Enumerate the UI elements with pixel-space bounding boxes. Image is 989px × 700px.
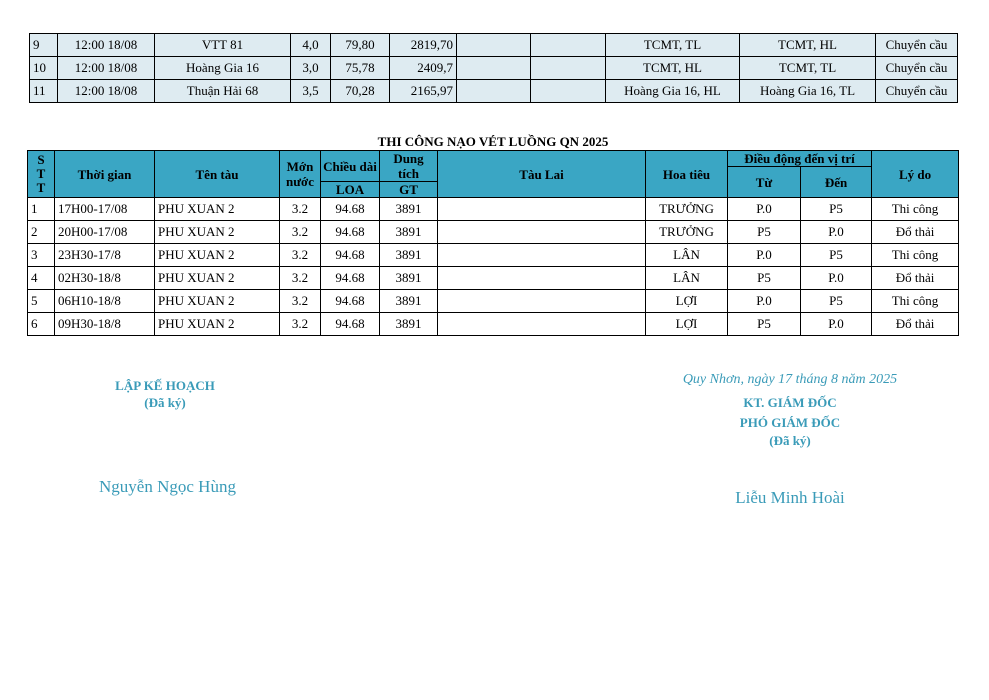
cell-ship: PHU XUAN 2 (155, 221, 280, 244)
cell-from: P5 (728, 221, 801, 244)
cell-stt: 4 (28, 267, 55, 290)
header-stt: S T T (28, 151, 55, 198)
header-capacity: Dung tích (380, 151, 438, 182)
cell-gt: 2165,97 (390, 80, 457, 103)
cell-draft: 3,0 (291, 57, 331, 80)
cell-gt: 3891 (380, 198, 438, 221)
cell-reason: Chuyển cầu (876, 57, 958, 80)
cell-reason: Đổ thải (872, 313, 959, 336)
cell-loa: 75,78 (331, 57, 390, 80)
cell-tug-2 (531, 80, 606, 103)
cell-ship: PHU XUAN 2 (155, 198, 280, 221)
cell-to: P.0 (801, 267, 872, 290)
dredging-schedule-table (27, 150, 959, 336)
cell-tug-1 (457, 57, 531, 80)
cell-reason: Thi công (872, 290, 959, 313)
cell-from: TCMT, TL (606, 34, 740, 57)
cell-tug (438, 267, 646, 290)
cell-tug-1 (457, 34, 531, 57)
cell-draft: 3.2 (280, 313, 321, 336)
cell-time: 23H30-17/8 (55, 244, 155, 267)
table-row (30, 80, 958, 103)
cell-stt: 6 (28, 313, 55, 336)
cell-reason: Đổ thải (872, 267, 959, 290)
cell-pilot: LỢI (646, 290, 728, 313)
cell-to: P5 (801, 244, 872, 267)
cell-to: P5 (801, 290, 872, 313)
cell-from: P.0 (728, 198, 801, 221)
cell-loa: 94.68 (321, 267, 380, 290)
cell-stt: 5 (28, 290, 55, 313)
cell-to: TCMT, TL (740, 57, 876, 80)
cell-from: P.0 (728, 244, 801, 267)
header-loa: LOA (321, 182, 380, 198)
cell-tug (438, 244, 646, 267)
cell-reason: Thi công (872, 244, 959, 267)
table-row (28, 244, 959, 267)
cell-loa: 79,80 (331, 34, 390, 57)
cell-time: 12:00 18/08 (58, 57, 155, 80)
cell-to: Hoàng Gia 16, TL (740, 80, 876, 103)
cell-loa: 70,28 (331, 80, 390, 103)
cell-draft: 3.2 (280, 221, 321, 244)
table-row (28, 198, 959, 221)
cell-time: 17H00-17/08 (55, 198, 155, 221)
place-date: Quy Nhơn, ngày 17 tháng 8 năm 2025 (682, 372, 898, 387)
cell-from: P5 (728, 313, 801, 336)
cell-tug-1 (457, 80, 531, 103)
cell-time: 02H30-18/8 (55, 267, 155, 290)
header-to: Đến (801, 167, 872, 198)
cell-pilot: TRƯỞNG (646, 221, 728, 244)
header-draft: Mớn nước (280, 151, 321, 198)
left-signature-title: LẬP KẾ HOẠCH (115, 378, 215, 393)
cell-to: P5 (801, 198, 872, 221)
cell-to: P.0 (801, 313, 872, 336)
cell-gt: 3891 (380, 267, 438, 290)
cell-stt: 3 (28, 244, 55, 267)
table-row (28, 221, 959, 244)
top-schedule-table (29, 33, 958, 103)
header-reason: Lý do (872, 151, 959, 198)
header-time: Thời gian (55, 151, 155, 198)
cell-loa: 94.68 (321, 290, 380, 313)
cell-stt: 9 (30, 34, 58, 57)
cell-pilot: LÂN (646, 267, 728, 290)
header-row-1 (28, 151, 959, 167)
cell-draft: 3.2 (280, 290, 321, 313)
section-title: THI CÔNG NẠO VÉT LUỒNG QN 2025 (377, 134, 609, 149)
left-signer-name: Nguyễn Ngọc Hùng (99, 477, 236, 496)
table-row (28, 267, 959, 290)
cell-loa: 94.68 (321, 198, 380, 221)
header-pilot: Hoa tiêu (646, 151, 728, 198)
cell-reason: Thi công (872, 198, 959, 221)
header-from: Từ (728, 167, 801, 198)
cell-loa: 94.68 (321, 244, 380, 267)
cell-gt: 3891 (380, 221, 438, 244)
cell-loa: 94.68 (321, 221, 380, 244)
cell-tug (438, 290, 646, 313)
cell-from: P.0 (728, 290, 801, 313)
cell-time: 12:00 18/08 (58, 80, 155, 103)
header-move-group: Điều động đến vị trí (728, 151, 872, 167)
cell-ship: PHU XUAN 2 (155, 290, 280, 313)
cell-reason: Chuyển cầu (876, 80, 958, 103)
header-tug: Tàu Lai (438, 151, 646, 198)
cell-ship: VTT 81 (155, 34, 291, 57)
cell-time: 12:00 18/08 (58, 34, 155, 57)
cell-loa: 94.68 (321, 313, 380, 336)
cell-from: TCMT, HL (606, 57, 740, 80)
cell-time: 20H00-17/08 (55, 221, 155, 244)
cell-gt: 3891 (380, 244, 438, 267)
cell-tug-2 (531, 57, 606, 80)
header-ship: Tên tàu (155, 151, 280, 198)
cell-stt: 2 (28, 221, 55, 244)
cell-tug-2 (531, 34, 606, 57)
cell-draft: 3.2 (280, 244, 321, 267)
cell-time: 06H10-18/8 (55, 290, 155, 313)
cell-gt: 3891 (380, 313, 438, 336)
header-gt: GT (380, 182, 438, 198)
table-row (28, 313, 959, 336)
cell-ship: Thuận Hải 68 (155, 80, 291, 103)
table-row (28, 290, 959, 313)
cell-tug (438, 198, 646, 221)
cell-from: P5 (728, 267, 801, 290)
cell-to: TCMT, HL (740, 34, 876, 57)
table-row (30, 34, 958, 57)
cell-ship: PHU XUAN 2 (155, 244, 280, 267)
cell-ship: PHU XUAN 2 (155, 267, 280, 290)
cell-stt: 1 (28, 198, 55, 221)
right-signer-name: Liễu Minh Hoài (735, 488, 845, 507)
left-signature-status: (Đã ký) (144, 395, 186, 410)
cell-tug (438, 313, 646, 336)
cell-pilot: LÂN (646, 244, 728, 267)
cell-tug (438, 221, 646, 244)
cell-gt: 3891 (380, 290, 438, 313)
cell-pilot: LỢI (646, 313, 728, 336)
cell-stt: 10 (30, 57, 58, 80)
cell-draft: 3.2 (280, 267, 321, 290)
cell-from: Hoàng Gia 16, HL (606, 80, 740, 103)
cell-reason: Đổ thải (872, 221, 959, 244)
cell-draft: 4,0 (291, 34, 331, 57)
cell-gt: 2409,7 (390, 57, 457, 80)
cell-stt: 11 (30, 80, 58, 103)
header-length: Chiều dài (321, 151, 380, 182)
cell-to: P.0 (801, 221, 872, 244)
cell-ship: PHU XUAN 2 (155, 313, 280, 336)
cell-draft: 3.2 (280, 198, 321, 221)
cell-gt: 2819,70 (390, 34, 457, 57)
cell-ship: Hoàng Gia 16 (155, 57, 291, 80)
cell-draft: 3,5 (291, 80, 331, 103)
right-signature-title-2: PHÓ GIÁM ĐỐC (739, 415, 841, 430)
cell-pilot: TRƯỞNG (646, 198, 728, 221)
cell-reason: Chuyển cầu (876, 34, 958, 57)
right-signature-status: (Đã ký) (769, 433, 811, 448)
cell-time: 09H30-18/8 (55, 313, 155, 336)
right-signature-title-1: KT. GIÁM ĐỐC (743, 395, 837, 410)
table-row (30, 57, 958, 80)
